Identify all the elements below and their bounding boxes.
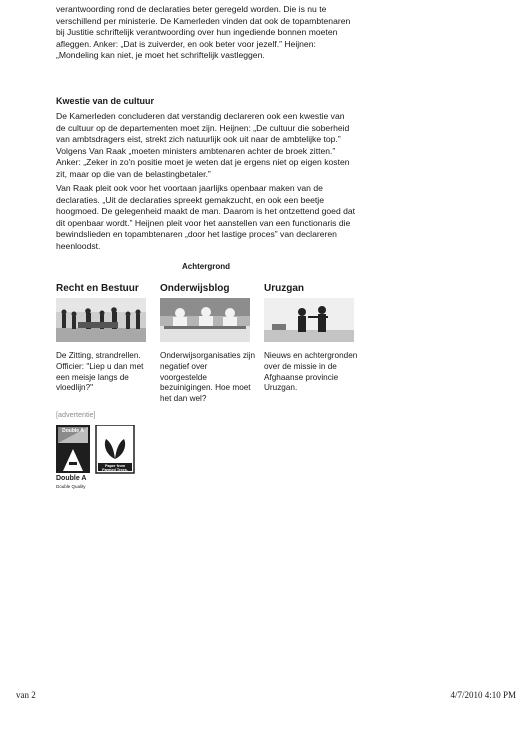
background-item-onderwijsblog[interactable] [160, 283, 256, 405]
double-a-logo-text: Double A [62, 428, 84, 434]
article-paragraph: Van Raak pleit ook voor het voortaan jaarlijks openbaar maken van de declaraties. „Uit de declaraties spreekt gemakzucht, en ook een beetje hoogmoed. De gelegenheid maakt de man. Daarom is het ontzettend goed dat dit openbaar wordt.” Heijnen pleit voor het aanstellen van een functionaris die bewindslieden en topambtenaren „door het lastige proces” van declareren heenloodst. [56, 183, 356, 251]
background-item-text: De Zitting, strandrellen. Officier: "Liep u dan met een meisje langs de vloedlijn?" [56, 351, 144, 393]
beach-crowd-thumbnail[interactable] [56, 298, 146, 342]
background-item-text: Onderwijsorganisaties zijn negatief over voorgestelde bezuinigingen. Hoe moet het dan wel? [160, 351, 256, 404]
background-item-recht-en-bestuur[interactable] [56, 283, 152, 394]
background-item-uruzgan[interactable] [264, 283, 360, 394]
background-item-text: Nieuws en achtergronden over de missie in de Afghaanse provincie Uruzgan. [264, 351, 358, 393]
background-section-label: Achtergrond [182, 262, 230, 271]
background-item-title[interactable]: Uruzgan [264, 283, 304, 294]
article-paragraph: De Kamerleden concluderen dat verstandig declareren ook een kwestie van de cultuur op de departementen moet zijn. Heijnen: „De cultuur die soberheid van ambtsdragers eist, strekt zich natuurlijk ook uit naar de ambtelijke top.” Volgens Van Raak „moeten ministers ambtenaren achter de broek zitten.” Anker: „Zeker in zo'n positie moet je weten dat je ergens niet op eigen kosten zit, maar op die van de belastingbetaler.” [56, 111, 350, 179]
paper-badge-text: Paper from Farmed Trees. [102, 464, 128, 473]
section-heading: Kwestie van de cultuur [56, 96, 155, 106]
background-item-title[interactable]: Recht en Bestuur [56, 283, 139, 294]
panel-discussion-thumbnail[interactable] [160, 298, 250, 342]
soldiers-thumbnail[interactable] [264, 298, 354, 342]
double-a-brand-name: Double A [56, 475, 87, 482]
advertisement-label: [advertentie] [56, 410, 96, 419]
article-paragraph: verantwoording rond de declaraties beter geregeld worden. Die is nu te verschillend per ministerie. De Kamerleden vinden dat ook de topambtenaren bij Justitie schriftelijk verantwoording over hun ingediende bonnen moeten afleggen. Anker: „Dat is zuiverder, en ook beter voor jezelf.” Heijnen: „Mondeling kan niet, je moet het schriftelijk vastleggen. [56, 4, 351, 61]
background-item-title[interactable]: Onderwijsblog [160, 283, 230, 294]
print-timestamp: 4/7/2010 4:10 PM [450, 690, 516, 700]
page-number: van 2 [16, 690, 36, 700]
double-a-tagline: Double Quality [56, 484, 86, 489]
